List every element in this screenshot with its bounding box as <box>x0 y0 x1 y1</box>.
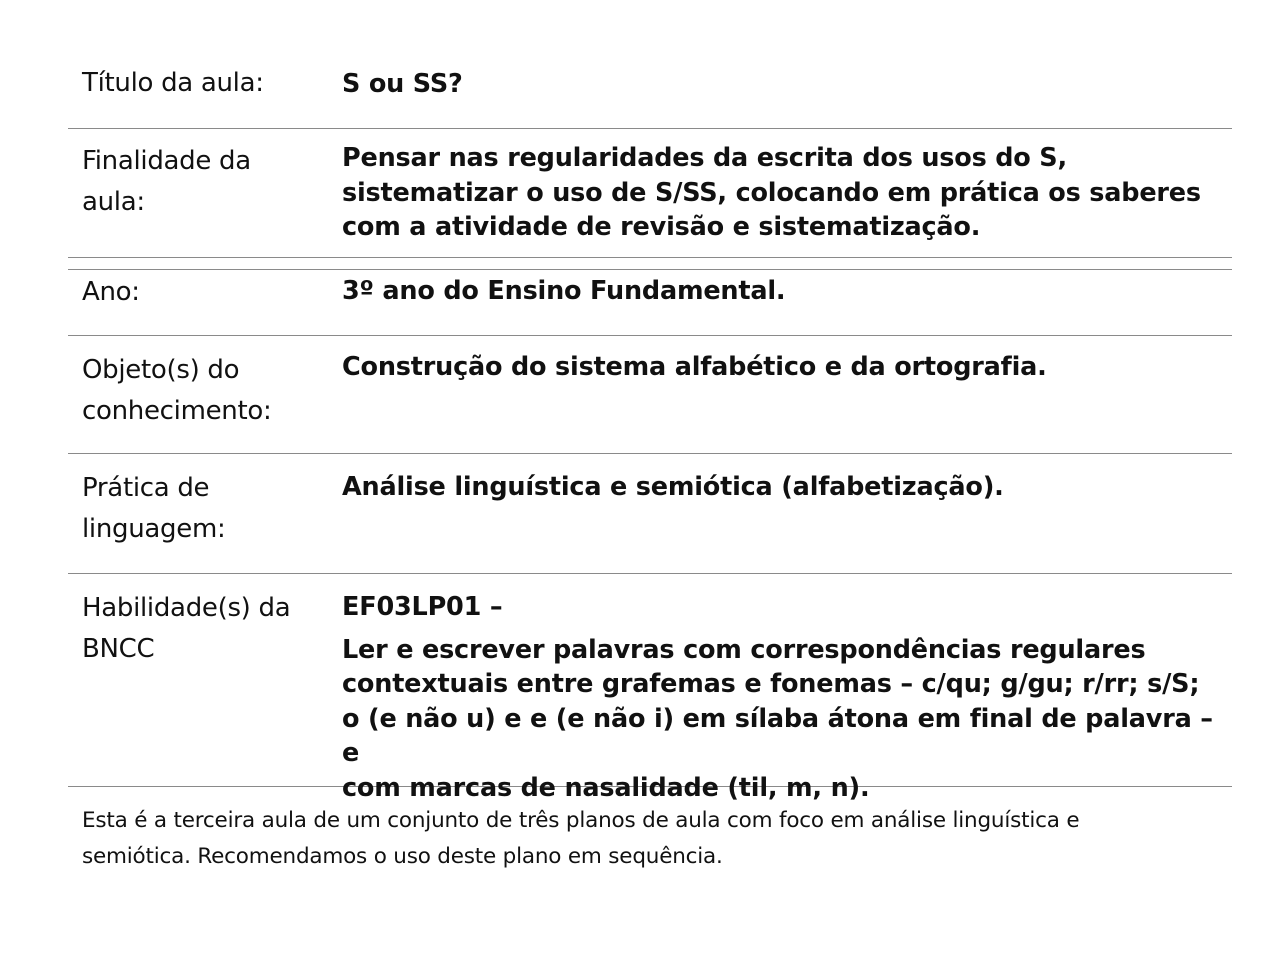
pratica-label-line1: Prática de <box>82 473 210 503</box>
pratica-text: Análise linguística e semiótica (alfabetização). <box>342 472 1004 502</box>
ano-value <box>342 272 1232 335</box>
lesson-plan-table <box>68 0 1232 869</box>
objeto-label-line1: Objeto(s) do <box>82 355 240 385</box>
titulo-text: S ou SS? <box>342 69 463 99</box>
ano-label: Ano: <box>82 277 140 307</box>
habilidade-desc-line4: com marcas de nasalidade (til, m, n). <box>342 772 870 803</box>
habilidade-desc-line2: contextuais entre grafemas e fonemas – c/qu; g/gu; r/rr; s/S; <box>342 669 1200 699</box>
row-titulo <box>68 0 1232 129</box>
objeto-text: Construção do sistema alfabético e da ortografia. <box>342 352 1047 382</box>
titulo-value <box>342 63 1232 128</box>
habilidade-value <box>342 588 1232 803</box>
objeto-label <box>68 350 342 453</box>
habilidade-desc-line1: Ler e escrever palavras com correspondências regulares <box>342 634 1146 665</box>
habilidade-code: EF03LP01 – <box>342 592 503 622</box>
finalidade-label <box>68 139 342 257</box>
row-objeto <box>68 336 1232 454</box>
finalidade-value-line3: com a atividade de revisão e sistematização. <box>342 212 981 242</box>
pratica-value <box>342 468 1232 573</box>
row-pratica <box>68 454 1232 574</box>
habilidade-label-line1: Habilidade(s) da <box>82 593 291 623</box>
objeto-label-line2: conhecimento: <box>82 396 272 426</box>
finalidade-label-line2: aula: <box>82 187 145 217</box>
finalidade-label-line1: Finalidade da <box>82 146 251 176</box>
habilidade-label-line2: BNCC <box>82 634 155 664</box>
habilidade-label <box>68 588 342 786</box>
row-ano <box>68 258 1232 336</box>
pratica-label <box>68 468 342 573</box>
footnote-line2: semiótica. Recomendamos o uso deste plano em sequência. <box>82 844 723 869</box>
objeto-value <box>342 350 1232 453</box>
finalidade-value-line2: sistematizar o uso de S/SS, colocando em prática os saberes <box>342 177 1201 208</box>
finalidade-value <box>342 139 1232 257</box>
finalidade-value-line1: Pensar nas regularidades da escrita dos usos do S, <box>342 143 1067 173</box>
habilidade-desc-line3: o (e não u) e e (e não i) em sílaba átona em final de palavra – e <box>342 703 1213 768</box>
ano-text: 3º ano do Ensino Fundamental. <box>342 276 786 306</box>
row-finalidade-content <box>68 129 1232 258</box>
titulo-label: Título da aula: <box>82 68 264 98</box>
footnote-line1: Esta é a terceira aula de um conjunto de três planos de aula com foco em análise linguística e <box>82 808 1080 833</box>
pratica-label-line2: linguagem: <box>82 514 226 544</box>
row-habilidade <box>68 574 1232 803</box>
footnote <box>68 793 1232 875</box>
